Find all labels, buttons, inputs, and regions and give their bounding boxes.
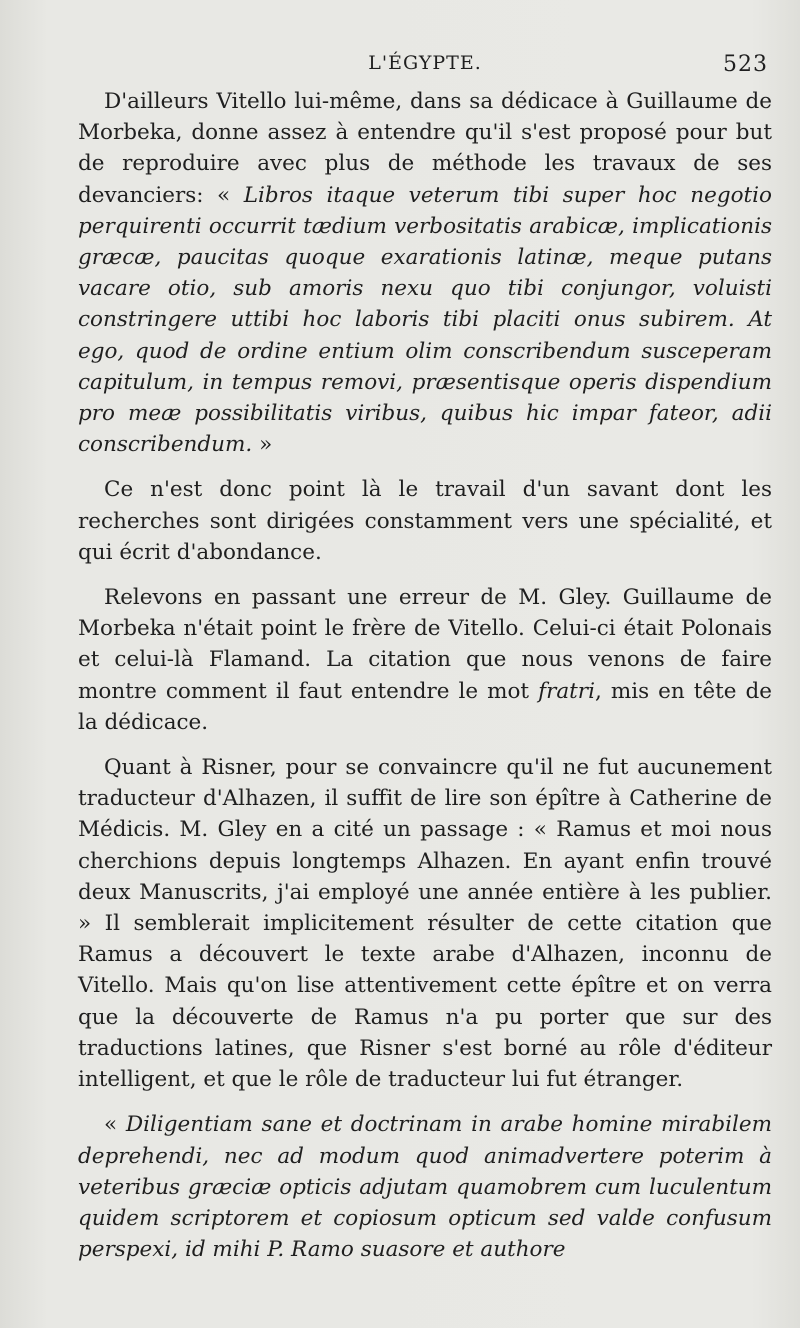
open-quote: «	[217, 182, 244, 208]
page-number: 523	[723, 52, 768, 77]
latin-quotation: Libros itaque veterum tibi super hoc negotio perquirenti occurrit tædium verbositatis arabicæ, implicationis græcæ, paucitas quoque exarationis latinæ, meque putans vacare otio, sub amoris nexu quo tibi conjungor, voluisti constringere uttibi hoc laboris tibi placiti onus subirem. At ego, quod de ordine entium olim conscribendum susceperam capitulum, in tempus removi, præsentisque operis dispendium pro meæ possibilitatis viribus, quibus hic impar fateor, adii conscribendum.	[78, 182, 772, 458]
paragraph-vitello-dedication	[78, 86, 772, 460]
close-quote: »	[252, 432, 273, 458]
paragraph-erreur-gley	[78, 582, 772, 738]
open-quote: «	[104, 1112, 126, 1138]
paragraph-latin-diligentiam	[78, 1109, 772, 1265]
paragraph-specialite: Ce n'est donc point là le travail d'un savant dont les recherches sont dirigées constamment vers une spécialité, et qui écrit d'abondance.	[78, 477, 772, 565]
paragraph-risner: Quant à Risner, pour se convaincre qu'il ne fut aucunement traducteur d'Alhazen, il suffit de lire son épître à Catherine de Médicis. M. Gley en a cité un passage : « Ramus et moi nous cherchions depuis longtemps Alhazen. En ayant enfin trouvé deux Manuscrits, j'ai employé une année entière à les publier. » Il semblerait implicitement résulter de cette citation que Ramus a découvert le texte arabe d'Alhazen, inconnu de Vitello. Mais qu'on lise attentivement cette épître et on verra que la découverte de Ramus n'a pu porter que sur des traductions latines, que Risner s'est borné au rôle d'éditeur intelligent, et que le rôle de traducteur lui fut étranger.	[78, 755, 772, 1093]
paragraph-text-before: Relevons en passant une erreur de M. Gley. Guillaume de Morbeka n'était point le frère de Vitello. Celui-ci était Polonais et celui-là Flamand. La citation que nous venons de faire montre comment il faut entendre le mot	[78, 585, 772, 704]
paragraph-lead-text: D'ailleurs Vitello lui-même, dans sa dédicace à Guillaume de Morbeka, donne assez à entendre qu'il s'est proposé pour but de reproduire avec plus de méthode les travaux de ses devanciers:	[78, 89, 772, 208]
italic-word-fratri: fratri	[538, 678, 595, 704]
latin-quotation: Diligentiam sane et doctrinam in arabe homine mirabilem deprehendi, nec ad modum quod animadvertere poterim à veteribus græciæ opticis adjutam quamobrem cum luculentum quidem scriptorem et copiosum opticum sed valde confusum perspexi, id mihi P. Ramo suasore et authore	[78, 1112, 772, 1263]
paragraph-text-after: , mis en tête de la dédicace.	[78, 678, 772, 735]
running-head	[78, 46, 772, 86]
running-title: L'ÉGYPTE.	[368, 52, 482, 74]
